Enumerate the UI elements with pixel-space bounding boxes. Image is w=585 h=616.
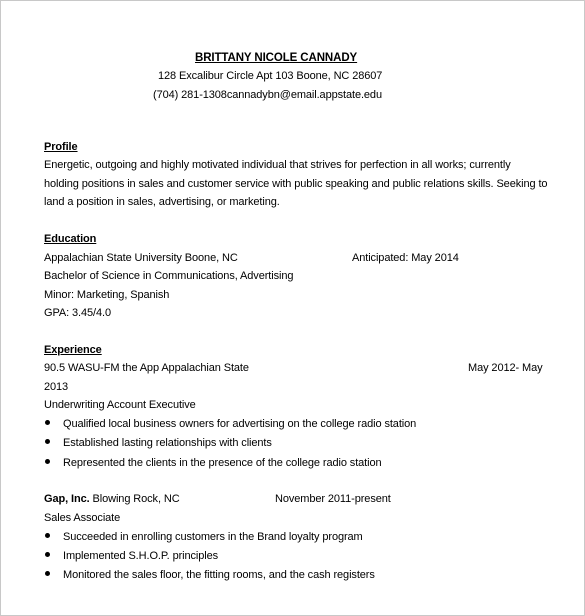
contact-info: (704) 281-1308cannadybn@email.appstate.edu	[153, 89, 382, 101]
profile-line: land a position in sales, advertising, or marketing.	[44, 196, 280, 208]
education-degree: Bachelor of Science in Communications, Advertising	[44, 270, 294, 282]
job-date: May 2012- May	[468, 362, 543, 374]
job-bullet: Implemented S.H.O.P. principles	[63, 550, 219, 562]
job-title: Underwriting Account Executive	[44, 399, 196, 411]
bullet-icon	[45, 420, 50, 425]
bullet-icon	[45, 552, 50, 557]
profile-line: Energetic, outgoing and highly motivated individual that strives for perfection in all works; currently	[44, 159, 511, 171]
education-date: Anticipated: May 2014	[352, 252, 459, 264]
profile-line: holding positions in sales and customer service with public speaking and public relations skills. Seeking to	[44, 178, 548, 190]
job-date-continued: 2013	[44, 381, 69, 393]
bullet-icon	[45, 439, 50, 444]
bullet-icon	[45, 533, 50, 538]
job-date: November 2011-present	[275, 493, 391, 505]
employer-location: Blowing Rock, NC	[89, 493, 180, 505]
job-bullet: Represented the clients in the presence of the college radio station	[63, 457, 382, 469]
address: 128 Excalibur Circle Apt 103 Boone, NC 28607	[158, 70, 383, 82]
resume-name: BRITTANY NICOLE CANNADY	[195, 52, 358, 64]
experience-heading: Experience	[44, 344, 102, 356]
job-employer	[44, 492, 180, 506]
education-gpa: GPA: 3.45/4.0	[44, 307, 111, 319]
bullet-icon	[45, 459, 50, 464]
bullet-icon	[45, 571, 50, 576]
job-title: Sales Associate	[44, 512, 121, 524]
job-bullet: Established lasting relationships with clients	[63, 437, 272, 449]
employer-name: Gap, Inc.	[44, 493, 90, 505]
education-school: Appalachian State University Boone, NC	[44, 252, 238, 264]
job-employer: 90.5 WASU-FM the App Appalachian State	[44, 362, 249, 374]
profile-heading: Profile	[44, 141, 78, 153]
job-bullet: Qualified local business owners for advertising on the college radio station	[63, 418, 417, 430]
education-minor: Minor: Marketing, Spanish	[44, 289, 170, 301]
job-bullet: Monitored the sales floor, the fitting rooms, and the cash registers	[63, 569, 375, 581]
education-heading: Education	[44, 233, 97, 245]
job-bullet: Succeeded in enrolling customers in the Brand loyalty program	[63, 531, 363, 543]
